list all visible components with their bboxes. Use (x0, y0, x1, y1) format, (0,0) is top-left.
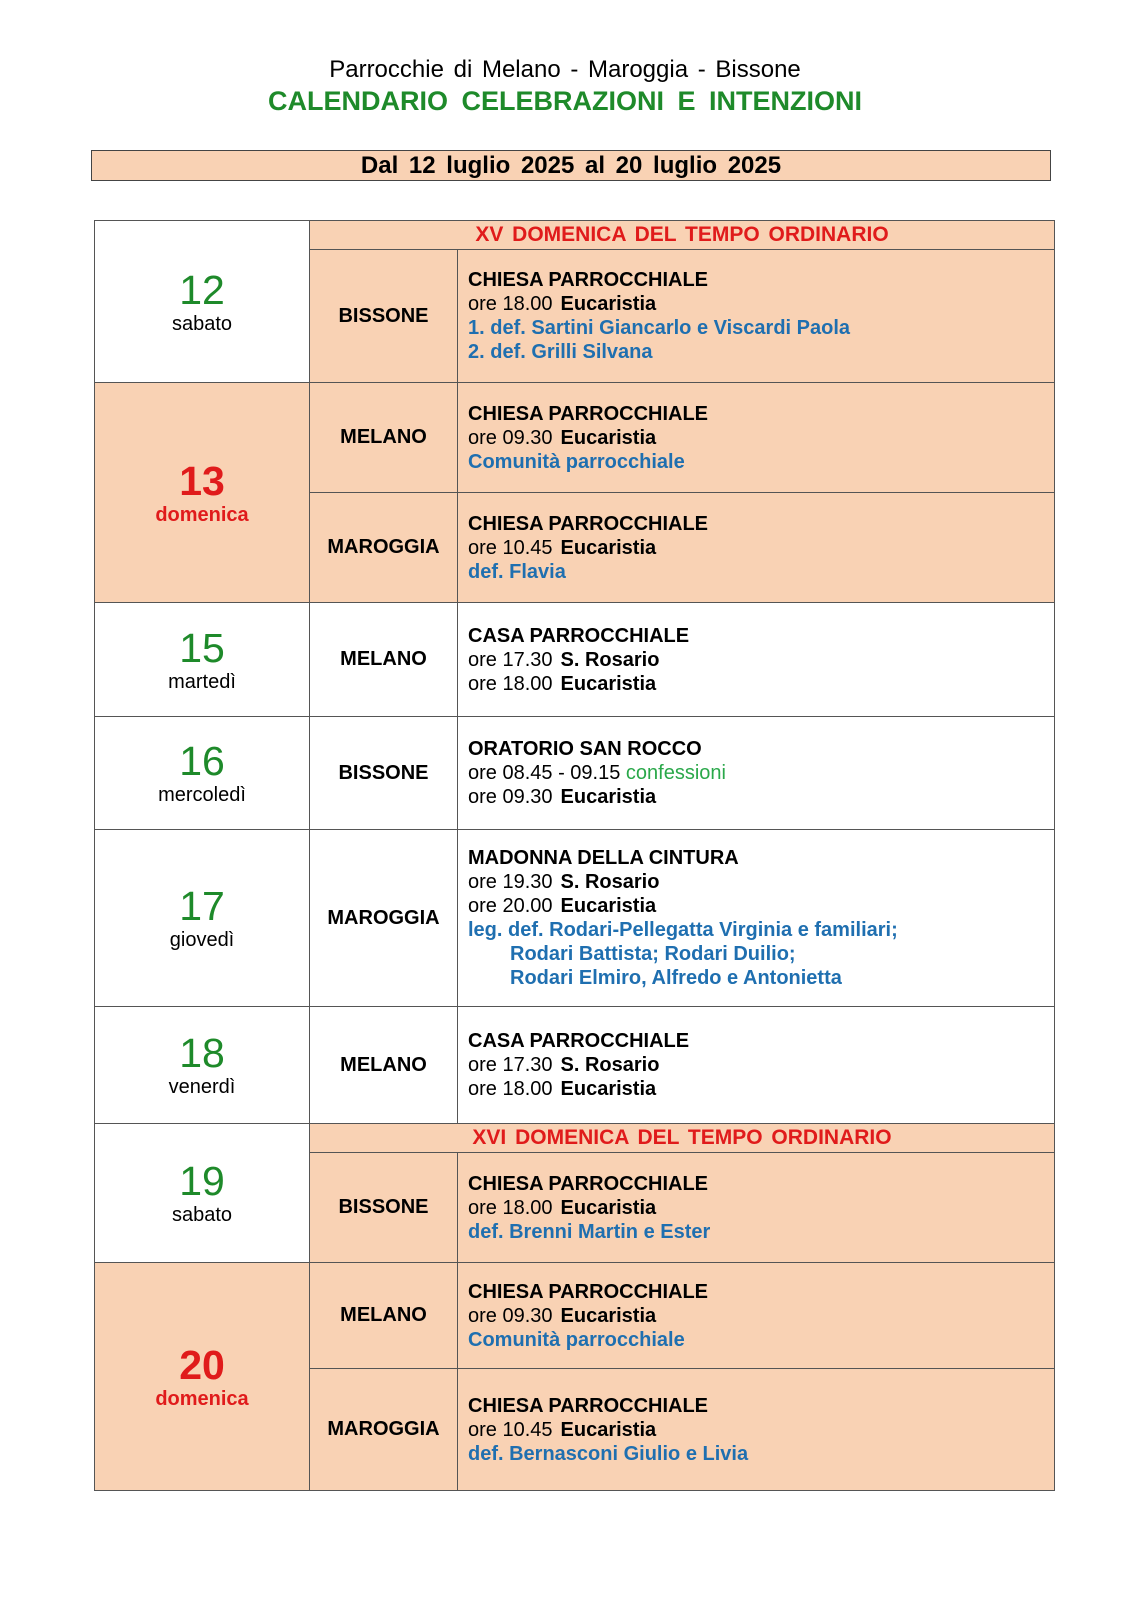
table-row (95, 603, 1055, 717)
location-label: MADONNA DELLA CINTURA (468, 847, 739, 869)
day-number: 20 (179, 1341, 225, 1388)
sunday-title: XVI DOMENICA DEL TEMPO ORDINARIO (310, 1124, 1055, 1153)
day-name: domenica (155, 503, 249, 526)
location-label: CHIESA PARROCCHIALE (468, 1394, 709, 1417)
schedule-line: ore 09.30 Eucaristia (468, 1304, 657, 1327)
location-label: CHIESA PARROCCHIALE (468, 1280, 709, 1303)
location-label: CHIESA PARROCCHIALE (468, 1172, 709, 1195)
place-cell: BISSONE (310, 1153, 458, 1263)
intention-text: leg. def. Rodari-Pellegatta Virginia e familiari; (468, 919, 898, 941)
table-row (95, 830, 1055, 1007)
day-number: 12 (179, 266, 225, 313)
entry-cell (458, 1007, 1055, 1124)
day-name: domenica (155, 1387, 249, 1410)
table-row (95, 1124, 1055, 1153)
intention-text: Rodari Battista; Rodari Duilio; (510, 943, 796, 965)
place-cell: BISSONE (310, 717, 458, 830)
table-row (95, 383, 1055, 493)
intention-text: 1. def. Sartini Giancarlo e Viscardi Paola (468, 317, 851, 339)
schedule-line: ore 08.45 - 09.15 confessioni (468, 762, 726, 784)
entry-cell (458, 603, 1055, 717)
day-cell-19 (95, 1124, 310, 1263)
schedule-line: ore 09.30 Eucaristia (468, 426, 657, 449)
table-row (95, 717, 1055, 830)
day-name: venerdì (168, 1076, 236, 1098)
day-cell-13 (95, 383, 310, 603)
day-name: mercoledì (158, 784, 246, 806)
day-number: 16 (179, 738, 225, 784)
schedule-line: ore 18.00 Eucaristia (468, 1196, 657, 1219)
entry-cell (458, 250, 1055, 383)
schedule-line: ore 18.00 Eucaristia (468, 672, 657, 695)
day-cell-18 (95, 1007, 310, 1124)
intention-text: 2. def. Grilli Silvana (468, 341, 653, 363)
schedule-line: ore 09.30 Eucaristia (468, 786, 657, 808)
entry-cell (458, 383, 1055, 493)
sunday-title: XV DOMENICA DEL TEMPO ORDINARIO (310, 221, 1055, 250)
place-cell: MELANO (310, 1263, 458, 1369)
intention-text: Rodari Elmiro, Alfredo e Antonietta (510, 967, 842, 989)
day-number: 18 (179, 1030, 225, 1076)
day-name: martedì (168, 670, 236, 693)
day-number: 15 (179, 624, 225, 671)
table-row (95, 1263, 1055, 1369)
day-cell-15 (95, 603, 310, 717)
entry-cell (458, 1369, 1055, 1491)
day-cell-17 (95, 830, 310, 1007)
schedule-line: ore 18.00 Eucaristia (468, 1078, 657, 1100)
day-name: sabato (171, 1204, 233, 1226)
date-range-banner: Dal 12 luglio 2025 al 20 luglio 2025 (91, 150, 1051, 181)
entry-cell (458, 493, 1055, 603)
schedule-line: ore 10.45 Eucaristia (468, 1418, 657, 1441)
entry-cell (458, 717, 1055, 830)
table-row (95, 221, 1055, 250)
place-cell: MELANO (310, 603, 458, 717)
calendar-table (94, 220, 1055, 1491)
intention-text: Comunità parrocchiale (468, 450, 685, 473)
entry-cell (458, 830, 1055, 1007)
entry-cell (458, 1153, 1055, 1263)
place-cell: MELANO (310, 1007, 458, 1124)
intention-text: def. Bernasconi Giulio e Livia (468, 1442, 749, 1465)
table-row (95, 1007, 1055, 1124)
parishes-heading: Parrocchie di Melano - Maroggia - Bissone (329, 56, 801, 83)
location-label: CHIESA PARROCCHIALE (468, 402, 709, 425)
day-cell-20 (95, 1263, 310, 1491)
location-label: CHIESA PARROCCHIALE (468, 512, 709, 535)
intention-text: Comunità parrocchiale (468, 1328, 685, 1351)
location-label: ORATORIO SAN ROCCO (468, 738, 702, 760)
intention-text: def. Flavia (468, 560, 566, 583)
day-number: 17 (179, 883, 225, 929)
place-cell: MAROGGIA (310, 1369, 458, 1491)
schedule-line: ore 17.30 S. Rosario (468, 1054, 660, 1076)
location-label: CHIESA PARROCCHIALE (468, 269, 709, 291)
place-cell: MAROGGIA (310, 493, 458, 603)
schedule-line: ore 10.45 Eucaristia (468, 536, 657, 559)
schedule-line: ore 19.30 S. Rosario (468, 871, 660, 893)
place-cell: MELANO (310, 383, 458, 493)
schedule-line: ore 20.00 Eucaristia (468, 895, 657, 917)
day-name: sabato (171, 312, 233, 335)
intention-text: def. Brenni Martin e Ester (468, 1220, 711, 1243)
schedule-line: ore 17.30 S. Rosario (468, 648, 660, 671)
schedule-line: ore 18.00 Eucaristia (468, 293, 657, 315)
location-label: CASA PARROCCHIALE (468, 1030, 690, 1052)
location-label: CASA PARROCCHIALE (468, 624, 690, 647)
place-cell: MAROGGIA (310, 830, 458, 1007)
day-number: 13 (179, 457, 225, 504)
day-cell-12 (95, 221, 310, 383)
day-name: giovedì (169, 929, 235, 951)
day-number: 19 (179, 1158, 225, 1204)
place-cell: BISSONE (310, 250, 458, 383)
document-title: CALENDARIO CELEBRAZIONI E INTENZIONI (267, 86, 862, 116)
entry-cell (458, 1263, 1055, 1369)
day-cell-16 (95, 717, 310, 830)
